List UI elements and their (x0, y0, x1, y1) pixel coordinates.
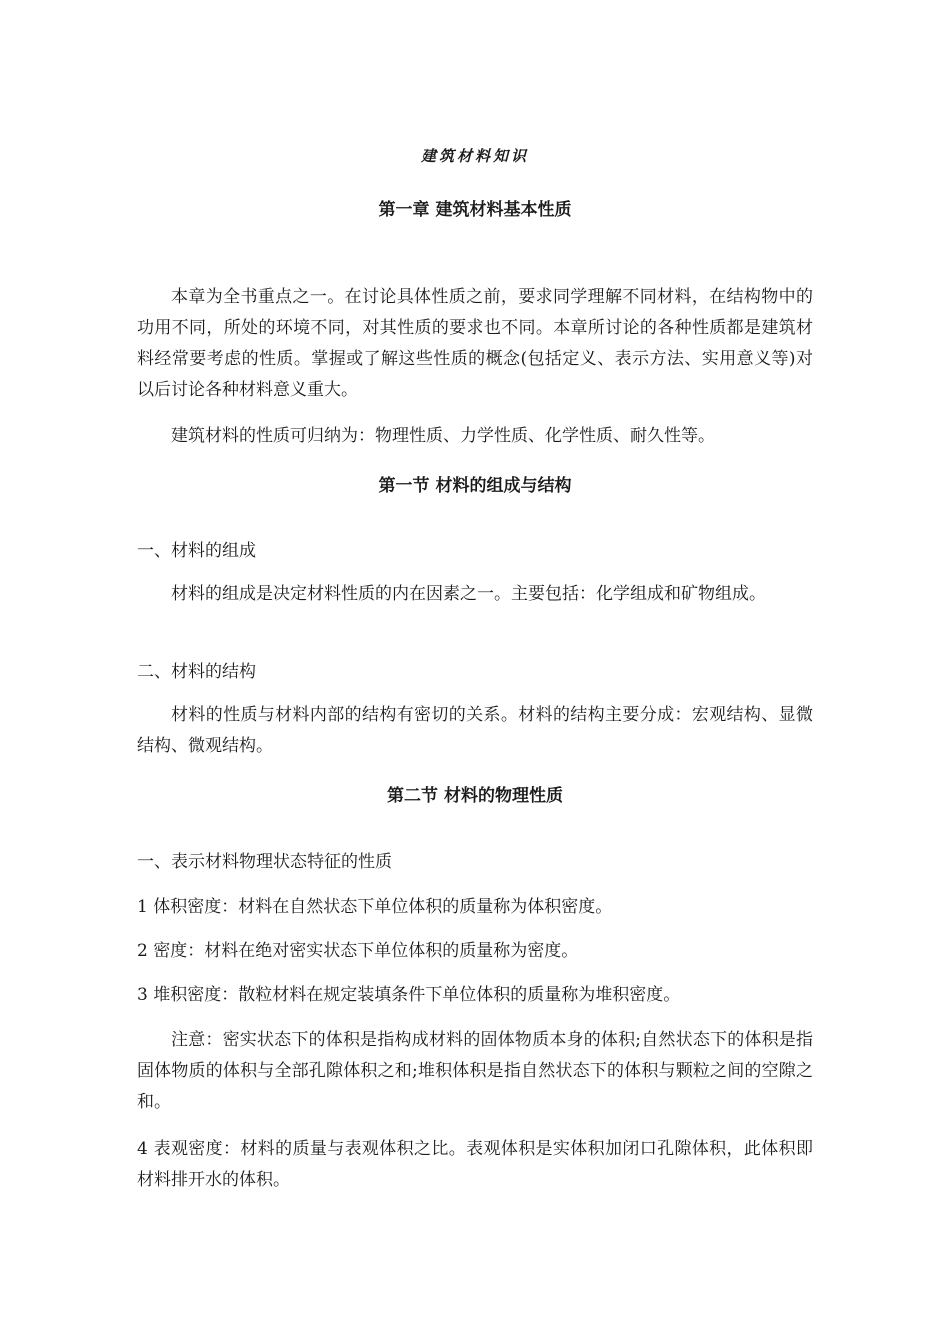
classification-paragraph: 建筑材料的性质可归纳为：物理性质、力学性质、化学性质、耐久性等。 (171, 426, 715, 446)
section2-subtitle-physical-state: 一、表示材料物理状态特征的性质 (137, 852, 392, 872)
item-density: 2 密度：材料在绝对密实状态下单位体积的质量称为密度。 (137, 941, 579, 961)
chapter-heading: 第一章 建筑材料基本性质 (378, 200, 572, 220)
section1-structure-text: 材料的性质与材料内部的结构有密切的关系。材料的结构主要分成：宏观结构、显微结构、微观结构。 (137, 705, 813, 756)
section1-subtitle-composition: 一、材料的组成 (137, 541, 256, 561)
section2-heading: 第二节 材料的物理性质 (387, 786, 563, 806)
intro-paragraph: 本章为全书重点之一。在讨论具体性质之前，要求同学理解不同材料，在结构物中的功用不同，所处的环境不同，对其性质的要求也不同。本章所讨论的各种性质都是建筑材料经常要考虑的性质。掌握或了解这些性质的概念(包括定义、表示方法、实用意义等)对以后讨论各种材料意义重大。 (137, 287, 813, 400)
section1-heading: 第一节 材料的组成与结构 (378, 476, 572, 496)
document-title: 建筑材料知识 (420, 147, 529, 165)
section1-subtitle-structure: 二、材料的结构 (137, 662, 256, 682)
section1-composition-text: 材料的组成是决定材料性质的内在因素之一。主要包括：化学组成和矿物组成。 (171, 584, 766, 604)
note-paragraph: 注意：密实状态下的体积是指构成材料的固体物质本身的体积;自然状态下的体积是指固体物质的体积与全部孔隙体积之和;堆积体积是指自然状态下的体积与颗粒之间的空隙之和。 (137, 1030, 813, 1112)
item-packing-density: 3 堆积密度：散粒材料在规定装填条件下单位体积的质量称为堆积密度。 (137, 985, 681, 1005)
item-bulk-density: 1 体积密度：材料在自然状态下单位体积的质量称为体积密度。 (137, 897, 613, 917)
item-apparent-density: 4 表观密度：材料的质量与表观体积之比。表观体积是实体积加闭口孔隙体积，此体积即材料排开水的体积。 (137, 1139, 813, 1190)
